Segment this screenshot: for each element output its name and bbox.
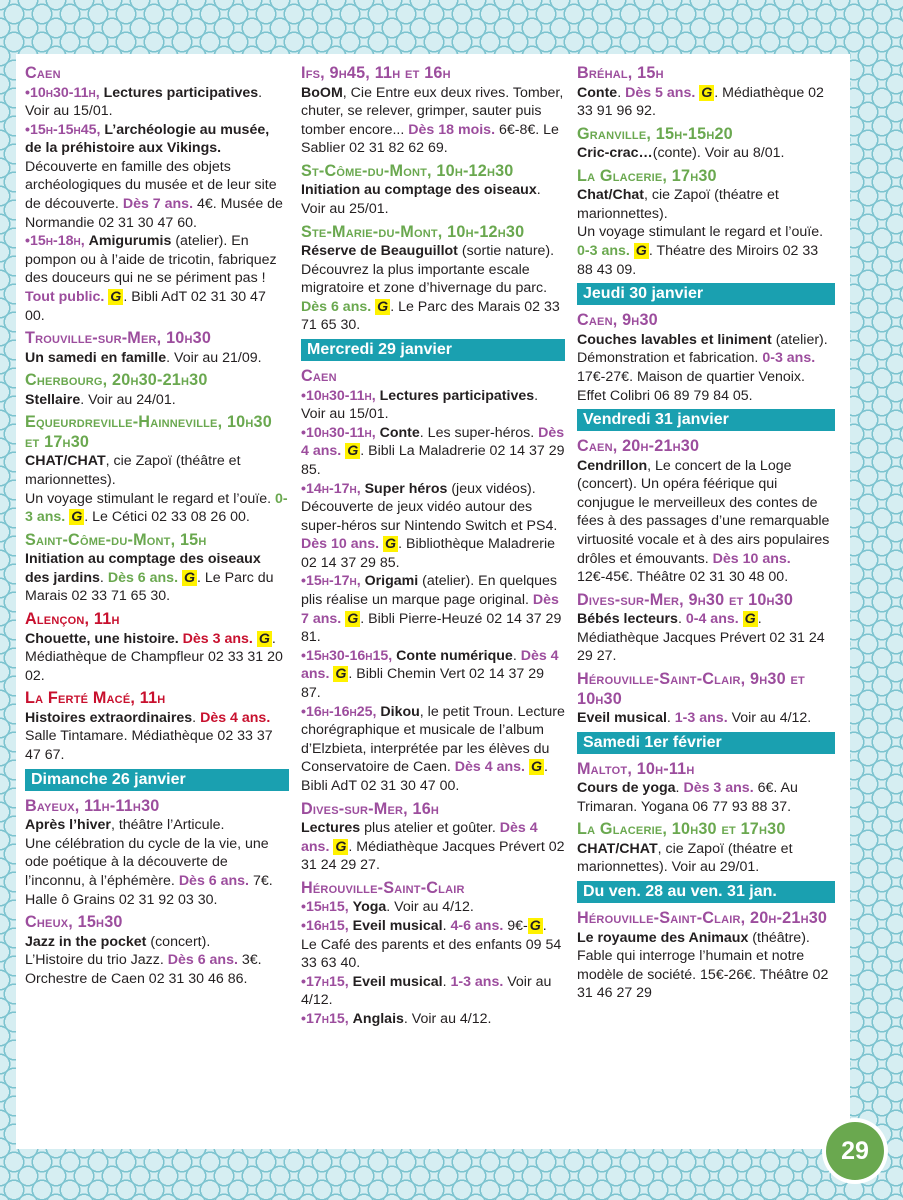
- event-details: . Voir au 4/12.: [403, 1010, 492, 1027]
- event-line: [301, 1010, 565, 1029]
- age-badge: 0-3 ans.: [577, 243, 630, 260]
- event-block: [25, 689, 289, 764]
- event-line: [25, 709, 289, 765]
- event-details: (théâtre). Fable qui interroge l’humain et notre modèle de société. 15€-26€. Théâtre 02 31 46 27 29: [577, 929, 829, 1002]
- event-location: Dives-sur-Mer, 9h30 et 10h30: [577, 590, 794, 609]
- event-line: [25, 452, 289, 526]
- age-badge: 0-3 ans.: [762, 350, 816, 367]
- event-title: Cendrillon: [577, 457, 648, 474]
- event-info: . Bibli AdT 02 31 30 47 00.: [301, 759, 548, 794]
- event-info: 12€-45€. Théâtre 02 31 30 48 00.: [577, 569, 789, 586]
- age-badge: Dès 4 ans.: [301, 424, 565, 460]
- event-line: [577, 929, 835, 1003]
- page-number-badge: 29: [826, 1122, 884, 1180]
- event-time: •15h15,: [301, 899, 349, 916]
- event-details: . Voir au 15/01.: [301, 387, 539, 423]
- event-location: Caen: [301, 367, 337, 386]
- event-block: [577, 760, 835, 817]
- event-details: .: [675, 780, 680, 797]
- event-block: [301, 800, 565, 875]
- event-location: Equeurdreville-Hainneville, 10h30 et 17h30: [25, 413, 272, 451]
- event-line: [25, 121, 289, 233]
- age-badge: Tout public.: [25, 289, 105, 306]
- event-block: [25, 797, 289, 909]
- free-badge: G: [183, 569, 196, 586]
- event-info: . Le Café des parents et des enfants 09 54 33 63 40.: [301, 917, 562, 972]
- event-title: CHAT/CHAT: [25, 453, 106, 470]
- free-badge: G: [258, 630, 270, 647]
- event-location: Caen, 20h-21h30: [577, 437, 700, 456]
- event-time: •15h-18h,: [25, 233, 85, 250]
- event-title: Conte numérique: [396, 647, 513, 664]
- event-details: , Le concert de la Loge (concert). Un opéra féérique qui conjugue le merveilleux des contes de fées à des passages d’une remarquable virtuosité vocale et à des airs populaires drôles et émouvants.: [577, 457, 830, 567]
- event-line: [301, 424, 565, 480]
- event-location: Cherbourg, 20h30-21h30: [25, 371, 208, 390]
- age-badge: Dès 7 ans.: [122, 196, 194, 213]
- event-location: Saint-Côme-du-Mont, 15h: [25, 530, 207, 549]
- event-line: [301, 84, 565, 158]
- age-badge: 1-3 ans.: [674, 710, 728, 727]
- event-line: [577, 457, 835, 587]
- event-block: [301, 64, 565, 158]
- event-line: [301, 819, 565, 875]
- age-badge: Dès 4 ans.: [301, 647, 559, 683]
- event-block: [25, 413, 289, 526]
- event-title: Chouette, une histoire.: [25, 630, 179, 647]
- age-badge: Dès 6 ans.: [107, 569, 179, 586]
- free-badge: G: [744, 611, 756, 628]
- event-details: (atelier). En quelques plis réalise un marque page original.: [301, 573, 558, 609]
- event-line: [25, 933, 289, 989]
- event-location: Caen, 9h30: [577, 311, 658, 330]
- event-title: Amigurumis: [88, 233, 172, 250]
- event-title: Cric-crac…: [577, 145, 653, 162]
- age-badge: 0-3 ans.: [25, 490, 288, 526]
- event-title: Lectures: [301, 820, 361, 837]
- event-location: La Ferté Macé, 11h: [25, 689, 166, 708]
- event-line: [301, 387, 565, 424]
- event-title: CHAT/CHAT: [577, 840, 658, 857]
- event-info: 4€. Musée de Normandie 02 31 30 47 60.: [25, 196, 283, 231]
- age-badge: Dès 3 ans.: [683, 780, 754, 797]
- event-details: . Voir au 21/09.: [166, 349, 262, 366]
- event-title: Lectures participatives: [379, 387, 535, 404]
- event-block: [25, 329, 289, 367]
- event-details: . Voir au 25/01.: [301, 182, 541, 217]
- event-location: Ste-Marie-du-Mont, 10h-12h30: [301, 222, 525, 241]
- free-badge: G: [347, 610, 359, 627]
- event-info: . Le Cétici 02 33 08 26 00.: [84, 509, 250, 526]
- event-details: .: [442, 917, 451, 934]
- age-badge: Dès 3 ans.: [182, 630, 253, 647]
- event-info: . Médiathèque Jacques Prévert 02 31 24 29 27.: [301, 838, 565, 874]
- event-block: [25, 64, 289, 325]
- event-line: [577, 84, 835, 121]
- event-line: [301, 917, 565, 973]
- age-badge: Dès 6 ans.: [301, 298, 372, 315]
- event-title: Eveil musical: [577, 710, 667, 727]
- event-title: Anglais: [352, 1010, 404, 1027]
- event-time: •15h30-16h15,: [301, 647, 393, 664]
- event-location: Dives-sur-Mer, 16h: [301, 799, 440, 818]
- age-badge: Dès 18 mois.: [408, 121, 496, 138]
- event-details: .: [512, 647, 521, 664]
- event-location: Trouville-sur-Mer, 10h30: [25, 329, 212, 348]
- event-info: . Le Parc des Marais 02 33 71 65 30.: [301, 298, 560, 334]
- event-location: La Glacerie, 10h30 et 17h30: [577, 820, 786, 839]
- age-badge: Dès 10 ans.: [712, 550, 791, 567]
- event-info: Voir au 4/12.: [727, 710, 812, 727]
- event-details: (sortie nature). Découvrez la plus importante escale migratoire et zone d’hivernage du parc.: [301, 243, 555, 297]
- event-location: Bayeux, 11h-11h30: [25, 796, 160, 815]
- event-time: •10h30-11h,: [25, 84, 100, 101]
- free-badge: G: [529, 917, 541, 934]
- event-line: [25, 349, 289, 368]
- free-badge: G: [701, 84, 713, 101]
- event-details: . Voir au 24/01.: [80, 391, 176, 408]
- event-line: [577, 610, 835, 666]
- column-2: [301, 64, 565, 1033]
- event-time: •14h-17h,: [301, 480, 361, 497]
- event-line: [301, 572, 565, 646]
- event-info: . Bibli AdT 02 31 30 47 00.: [25, 289, 266, 324]
- event-info: Voir au 4/12.: [301, 973, 552, 1009]
- event-time: •16h15,: [301, 917, 349, 934]
- free-badge: G: [71, 509, 83, 526]
- event-title: Chat/Chat: [577, 187, 644, 204]
- free-badge: G: [377, 298, 389, 315]
- event-info: . Médiathèque Jacques Prévert 02 31 24 29 27.: [577, 611, 825, 665]
- age-badge: Dès 6 ans.: [178, 872, 250, 889]
- event-info: 6€-8€. Le Sablier 02 31 82 62 69.: [301, 121, 559, 157]
- event-details: Découverte en famille des objets archéologiques du musée et de leur site de découverte.: [25, 158, 277, 213]
- event-block: [577, 909, 835, 1003]
- event-title: Couches lavables et liniment: [577, 331, 772, 348]
- event-details: (concert). L’Histoire du trio Jazz.: [25, 933, 211, 969]
- day-header: Vendredi 31 janvier: [577, 409, 835, 431]
- event-info: 7€. Halle ô Grains 02 31 92 03 30.: [25, 872, 273, 908]
- event-block: [577, 311, 835, 405]
- event-details: . Les super-héros.: [419, 424, 539, 441]
- event-location: Hérouville-Saint-Clair, 9h30 et 10h30: [577, 670, 805, 708]
- event-details: , Cie Entre eux deux rives. Tomber, chuter, se relever, grimper, sauter puis tomber encore...: [301, 84, 564, 138]
- event-details: , le petit Troun. Lecture chorégraphique et musicale de l’album d’Elzbieta, interprétée par les élèves du Conservatoire de Caen.: [301, 703, 565, 776]
- event-title: Initiation au comptage des oiseaux: [301, 182, 537, 199]
- event-title: Super héros: [364, 480, 448, 497]
- event-line: [301, 242, 565, 335]
- event-line: [301, 181, 565, 218]
- event-line: [25, 232, 289, 325]
- age-badge: Dès 4 ans.: [454, 759, 525, 776]
- event-title: Yoga: [352, 899, 387, 916]
- event-details: , cie Zapoï (théatre et marionnettes). Voir au 29/01.: [577, 840, 793, 876]
- event-info: 6€. Au Trimaran. Yogana 06 77 93 88 37.: [577, 780, 798, 815]
- event-title: Conte: [379, 424, 420, 441]
- event-time: •10h30-11h,: [301, 387, 376, 404]
- event-details: , cie Zapoï (théatre et marionnettes). Un voyage stimulant le regard et l’ouïe.: [577, 187, 824, 241]
- event-block: [577, 167, 835, 279]
- event-details: , cie Zapoï (théâtre et marionnettes). Un voyage stimulant le regard et l’ouïe.: [25, 453, 272, 507]
- event-details: plus atelier et goûter.: [360, 820, 496, 837]
- event-location: Hérouville-Saint-Clair: [301, 878, 465, 897]
- day-header: Samedi 1er février: [577, 732, 835, 754]
- event-line: [25, 84, 289, 121]
- event-block: [301, 223, 565, 335]
- event-title: Un samedi en famille: [25, 349, 167, 366]
- event-info: . Bibliothèque Maladrerie 02 14 37 29 85.: [301, 536, 556, 571]
- event-time: •15h-15h45,: [25, 121, 101, 138]
- event-line: [301, 973, 565, 1010]
- event-block: [577, 820, 835, 877]
- event-title: BoOM: [301, 84, 343, 101]
- event-line: [577, 779, 835, 816]
- event-line: [25, 630, 289, 686]
- event-location: Hérouville-Saint-Clair, 20h-21h30: [577, 909, 828, 928]
- event-line: [577, 144, 835, 163]
- event-title: Le royaume des Animaux: [577, 929, 749, 946]
- event-block: [577, 437, 835, 587]
- free-badge: G: [635, 243, 647, 260]
- free-badge: G: [385, 536, 397, 553]
- event-location: Granville, 15h-15h20: [577, 124, 733, 143]
- free-badge: G: [530, 759, 542, 776]
- age-badge: Dès 6 ans.: [167, 952, 238, 969]
- event-location: Alençon, 11h: [25, 610, 120, 629]
- age-badge: 0-4 ans.: [685, 611, 739, 628]
- age-badge: Dès 10 ans.: [301, 536, 380, 553]
- event-line: [301, 703, 565, 796]
- event-details: , théâtre l’Articule. Une célébration du cycle de la vie, une ode poétique à la découverte de l’inconnu, à l’éphémère.: [25, 817, 269, 889]
- event-title: Bébés lecteurs: [577, 611, 678, 628]
- free-badge: G: [347, 443, 359, 460]
- event-line: [301, 480, 565, 573]
- event-location: Bréhal, 15h: [577, 64, 664, 82]
- age-badge: Dès 4 ans.: [200, 709, 271, 726]
- event-title: Conte: [577, 84, 618, 101]
- event-details: .: [666, 710, 675, 727]
- day-header: Dimanche 26 janvier: [25, 769, 289, 791]
- page-panel: [16, 54, 850, 1149]
- event-block: [25, 913, 289, 988]
- event-location: Cheux, 15h30: [25, 913, 123, 932]
- free-badge: G: [335, 666, 347, 683]
- event-title: Cours de yoga: [577, 780, 676, 797]
- event-title: Réserve de Beauguillot: [301, 243, 458, 260]
- event-block: [577, 670, 835, 728]
- event-title: L’archéologie au musée, de la préhistoire aux Vikings.: [25, 121, 270, 157]
- day-header: Du ven. 28 au ven. 31 jan.: [577, 881, 835, 903]
- event-line: [25, 816, 289, 909]
- event-block: [301, 879, 565, 1029]
- age-badge: 4-6 ans.: [450, 917, 504, 934]
- event-block: [25, 371, 289, 409]
- event-title: Lectures participatives: [103, 84, 259, 101]
- event-details: . Voir au 15/01.: [25, 84, 263, 120]
- event-title: Initiation au comptage des oiseaux des jardins: [25, 551, 261, 586]
- event-details: .: [99, 569, 104, 586]
- event-block: [25, 531, 289, 606]
- event-location: La Glacerie, 17h30: [577, 166, 717, 185]
- event-time: •10h30-11h,: [301, 424, 376, 441]
- event-location: Caen: [25, 64, 61, 82]
- event-block: [301, 367, 565, 796]
- column-1: [25, 64, 289, 992]
- event-details: (atelier). En pompon ou à l’aide de tricotin, fabriquez des douceurs qui ne se périment pas !: [25, 233, 277, 287]
- event-time: •15h-17h,: [301, 573, 361, 590]
- event-line: [577, 186, 835, 279]
- event-info: 9€-: [503, 917, 528, 934]
- age-badge: Dès 5 ans.: [625, 84, 696, 101]
- event-title: Dikou: [380, 703, 420, 720]
- event-title: Histoires extraordinaires: [25, 709, 193, 726]
- event-info: 3€. Orchestre de Caen 02 31 30 46 86.: [25, 952, 262, 987]
- event-details: (atelier). Démonstration et fabrication.: [577, 331, 828, 367]
- event-info: . Bibli Pierre-Heuzé 02 14 37 29 81.: [301, 610, 562, 646]
- event-line: [577, 331, 835, 405]
- event-block: [577, 64, 835, 121]
- event-time: •17h15,: [301, 973, 349, 990]
- event-info: 17€-27€. Maison de quartier Venoix. Effet Colibri 06 89 79 84 05.: [577, 368, 805, 404]
- event-details: (conte). Voir au 8/01.: [652, 145, 785, 162]
- event-location: Maltot, 10h-11h: [577, 759, 695, 778]
- event-block: [577, 591, 835, 666]
- event-time: •17h15,: [301, 1010, 349, 1027]
- event-line: [577, 840, 835, 877]
- event-details: .: [617, 84, 626, 101]
- event-details: .: [677, 611, 682, 628]
- event-info: . Médiathèque de Champfleur 02 33 31 20 02.: [25, 630, 283, 684]
- event-details: . Voir au 4/12.: [386, 899, 474, 916]
- event-info: . Médiathèque 02 33 91 96 92.: [577, 84, 824, 120]
- day-header: Mercredi 29 janvier: [301, 339, 565, 361]
- age-badge: Dès 4 ans.: [301, 820, 538, 855]
- event-block: [577, 125, 835, 163]
- event-location: Ifs, 9h45, 11h et 16h: [301, 64, 451, 82]
- day-header: Jeudi 30 janvier: [577, 283, 835, 305]
- event-line: [25, 391, 289, 410]
- event-line: [301, 898, 565, 917]
- event-title: Jazz in the pocket: [25, 933, 147, 950]
- event-title: Eveil musical: [352, 973, 443, 990]
- event-title: Stellaire: [25, 391, 81, 408]
- event-details: (jeux vidéos). Découverte de jeux vidéo autour des super-héros sur Nintendo Switch et PS4.: [301, 480, 558, 534]
- event-line: [301, 647, 565, 703]
- column-3: [577, 64, 835, 1007]
- event-title: Eveil musical: [352, 917, 443, 934]
- age-badge: Dès 7 ans.: [301, 592, 559, 627]
- event-block: [301, 162, 565, 219]
- event-location: St-Côme-du-Mont, 10h-12h30: [301, 161, 514, 180]
- event-info: . Bibli La Maladrerie 02 14 37 29 85.: [301, 443, 565, 478]
- event-title: Après l’hiver: [25, 817, 111, 834]
- event-details: .: [192, 709, 197, 726]
- free-badge: G: [110, 289, 122, 306]
- event-time: •16h-16h25,: [301, 703, 377, 720]
- age-badge: 1-3 ans.: [450, 973, 504, 990]
- event-info: . Bibli Chemin Vert 02 14 37 29 87.: [301, 666, 544, 702]
- event-details: .: [442, 973, 451, 990]
- free-badge: G: [335, 838, 347, 855]
- event-info: Salle Tintamare. Médiathèque 02 33 37 47 67.: [25, 728, 273, 764]
- event-title: Origami: [364, 573, 419, 590]
- event-info: . Le Parc du Marais 02 33 71 65 30.: [25, 569, 274, 605]
- event-info: . Théatre des Miroirs 02 33 88 43 09.: [577, 243, 819, 278]
- event-line: [25, 550, 289, 606]
- event-block: [25, 610, 289, 685]
- event-line: [577, 709, 835, 728]
